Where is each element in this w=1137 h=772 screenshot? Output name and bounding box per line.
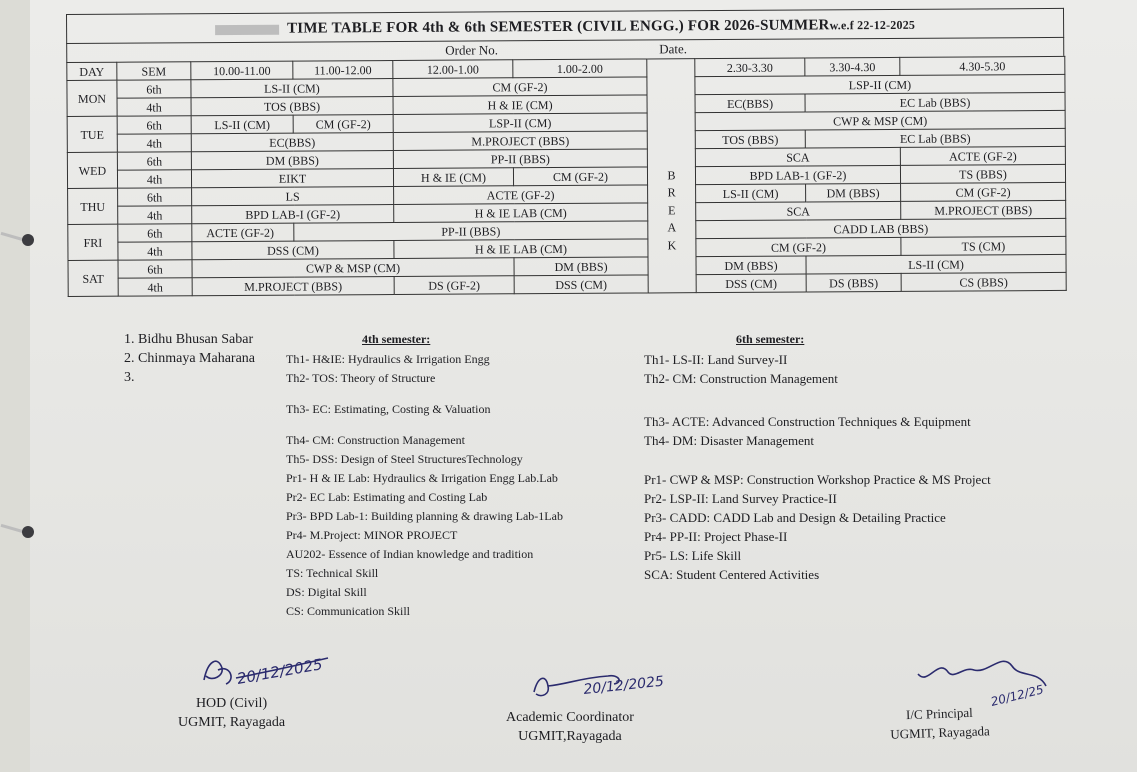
class-cell: LS-II (CM) [806,254,1066,274]
punch-hole-top [0,234,34,246]
class-cell: ACTE (GF-2) [900,146,1065,165]
legend-item: SCA: Student Centered Activities [644,567,820,582]
legend-4th-semester [286,332,563,621]
class-cell: EC Lab (BBS) [805,128,1065,148]
legend-item: Pr2- EC Lab: Estimating and Costing Lab [286,490,488,504]
class-cell: H & IE LAB (CM) [394,239,648,259]
legend-item: Pr3- BPD Lab-1: Building planning & drawing Lab-1Lab [286,509,563,523]
hod-signature [196,650,346,694]
class-cell: DM (BBS) [806,183,901,202]
col-slot-4: 1.00-2.00 [513,59,647,78]
class-cell: DSS (CM) [696,274,806,293]
class-cell: TOS (BBS) [695,130,805,149]
class-cell: CS (BBS) [901,272,1066,291]
coordinator-signature [528,664,678,708]
col-slot-1: 10.00-11.00 [191,61,293,80]
timetable-grid [66,56,1066,297]
class-cell: CM (GF-2) [901,182,1066,201]
legend-heading: 4th semester: [362,332,431,346]
class-cell: CADD LAB (BBS) [696,218,1066,238]
class-cell: LS-II (CM) [191,115,293,134]
class-cell: CM (GF-2) [293,115,393,134]
signatory-org: UGMIT,Rayagada [518,729,622,744]
class-cell: CM (GF-2) [393,77,647,97]
class-cell: DSS (CM) [192,241,394,260]
faculty-name: 3. [124,370,135,385]
class-cell: DSS (CM) [514,275,648,294]
col-slot-5: 2.30-3.30 [695,58,805,77]
class-cell: DM (BBS) [514,257,648,276]
effective-date: w.e.f 22-12-2025 [829,17,916,33]
sem-cell: 4th [118,206,192,224]
svg-text:20/12/2025: 20/12/2025 [235,655,324,688]
class-cell: SCA [696,201,901,220]
class-cell: DS (GF-2) [394,276,514,295]
signatory-hod [178,694,285,732]
legend-item: Th2- TOS: Theory of Structure [286,371,436,385]
col-slot-6: 3.30-4.30 [805,57,900,76]
signatory-principal [889,702,990,743]
class-cell: ACTE (GF-2) [192,223,294,242]
smudge [215,24,279,34]
sem-cell: 6th [118,188,192,206]
sem-cell: 4th [118,242,192,260]
punch-hole-bottom [0,526,34,538]
class-cell: DM (BBS) [696,256,806,275]
legend-item: AU202- Essence of Indian knowledge and tradition [286,547,534,561]
legend-item: Pr4- PP-II: Project Phase-II [644,529,788,544]
legend-6th-semester [644,332,991,584]
legend-item: Th4- DM: Disaster Management [644,433,815,448]
sem-cell: 6th [117,116,191,134]
legend-item: Pr3- CADD: CADD Lab and Design & Detailing Practice [644,510,946,525]
class-cell: LSP-II (CM) [695,74,1065,94]
legend-item: CS: Communication Skill [286,604,411,618]
class-cell: PP-II (BBS) [294,221,648,241]
legend-item: Th3- ACTE: Advanced Construction Techniques & Equipment [644,414,971,429]
class-cell: TS (BBS) [900,164,1065,183]
sem-cell: 4th [117,170,191,188]
title-text: TIME TABLE FOR 4th & 6th SEMESTER (CIVIL ENGG.) FOR 2026-SUMMER [287,17,830,37]
class-cell: M.PROJECT (BBS) [901,200,1066,219]
class-cell: BPD LAB-1 (GF-2) [695,165,900,184]
faculty-name: 1. Bidhu Bhusan Sabar [124,332,254,347]
sem-cell: 6th [117,80,191,98]
sem-cell: 4th [117,98,191,116]
class-cell: CWP & MSP (CM) [192,258,514,278]
svg-text:20/12/25: 20/12/25 [989,682,1046,709]
class-cell: ACTE (GF-2) [394,185,648,205]
class-cell: PP-II (BBS) [393,149,647,169]
signatory-title: Academic Coordinator [506,710,634,725]
class-cell: EC(BBS) [191,133,393,152]
class-cell: TS (CM) [901,236,1066,255]
legend-item: Th1- LS-II: Land Survey-II [644,352,788,367]
class-cell: EC(BBS) [695,94,805,113]
day-cell: WED [67,152,117,188]
signatory-org: UGMIT, Rayagada [890,723,990,742]
faculty-list [124,330,255,387]
legend-item: Th5- DSS: Design of Steel StructuresTechnology [286,452,523,466]
class-cell: LS [192,187,394,206]
class-cell: BPD LAB-I (GF-2) [192,205,394,224]
signatory-title: HOD (Civil) [195,696,268,711]
class-cell: H & IE (CM) [393,168,513,187]
day-cell: THU [68,188,118,224]
class-cell: H & IE LAB (CM) [394,203,648,223]
legend-item: Pr1- H & IE Lab: Hydraulics & Irrigation Engg Lab.Lab [286,471,558,485]
day-cell: MON [67,80,117,116]
signatory-title: I/C Principal [905,704,974,723]
sem-cell: 6th [117,152,191,170]
class-cell: DM (BBS) [191,151,393,170]
day-cell: SAT [68,260,118,296]
col-slot-7: 4.30-5.30 [900,56,1065,75]
class-cell: CWP & MSP (CM) [695,110,1065,130]
svg-text:20/12/2025: 20/12/2025 [582,673,665,698]
legend-item: Pr5- LS: Life Skill [644,548,742,563]
class-cell: LS-II (CM) [696,184,806,203]
legend-item: Th3- EC: Estimating, Costing & Valuation [286,402,491,416]
day-cell: FRI [68,224,118,260]
legend-item: Pr1- CWP & MSP: Construction Workshop Practice & MS Project [644,472,991,487]
sem-cell: 4th [117,134,191,152]
col-day: DAY [67,62,117,80]
order-no-label: Order No. [445,42,498,58]
class-cell: EIKT [191,169,393,188]
col-sem: SEM [117,62,191,80]
class-cell: EC Lab (BBS) [805,92,1065,112]
class-cell: TOS (BBS) [191,97,393,116]
class-cell: M.PROJECT (BBS) [393,131,647,151]
legend-heading: 6th semester: [736,332,805,346]
signatory-org: UGMIT, Rayagada [178,715,286,730]
class-cell: CM (GF-2) [513,167,647,186]
col-slot-3: 12.00-1.00 [393,60,513,79]
class-cell: M.PROJECT (BBS) [192,277,394,296]
date-label: Date. [659,41,688,57]
legend-item: DS: Digital Skill [286,585,367,599]
class-cell: DS (BBS) [806,273,901,292]
class-cell: SCA [695,147,900,166]
sem-cell: 6th [118,260,192,278]
day-cell: TUE [67,116,117,152]
legend-item: Th1- H&IE: Hydraulics & Irrigation Engg [286,352,490,366]
principal-signature [908,646,1058,710]
timetable [66,8,1066,297]
legend-item: Pr4- M.Project: MINOR PROJECT [286,528,458,542]
class-cell: H & IE (CM) [393,95,647,115]
signatory-coordinator [506,708,634,746]
col-slot-2: 11.00-12.00 [293,61,393,80]
faculty-name: 2. Chinmaya Maharana [124,351,256,366]
legend-item: TS: Technical Skill [286,566,379,580]
sem-cell: 6th [118,224,192,242]
class-cell: CM (GF-2) [696,237,901,256]
break-column: B R E A K [647,59,696,293]
sem-cell: 4th [118,278,192,296]
legend-item: Th2- CM: Construction Management [644,371,838,386]
class-cell: LSP-II (CM) [393,113,647,133]
legend-item: Pr2- LSP-II: Land Survey Practice-II [644,491,837,506]
class-cell: LS-II (CM) [191,79,393,98]
legend-item: Th4- CM: Construction Management [286,433,465,447]
